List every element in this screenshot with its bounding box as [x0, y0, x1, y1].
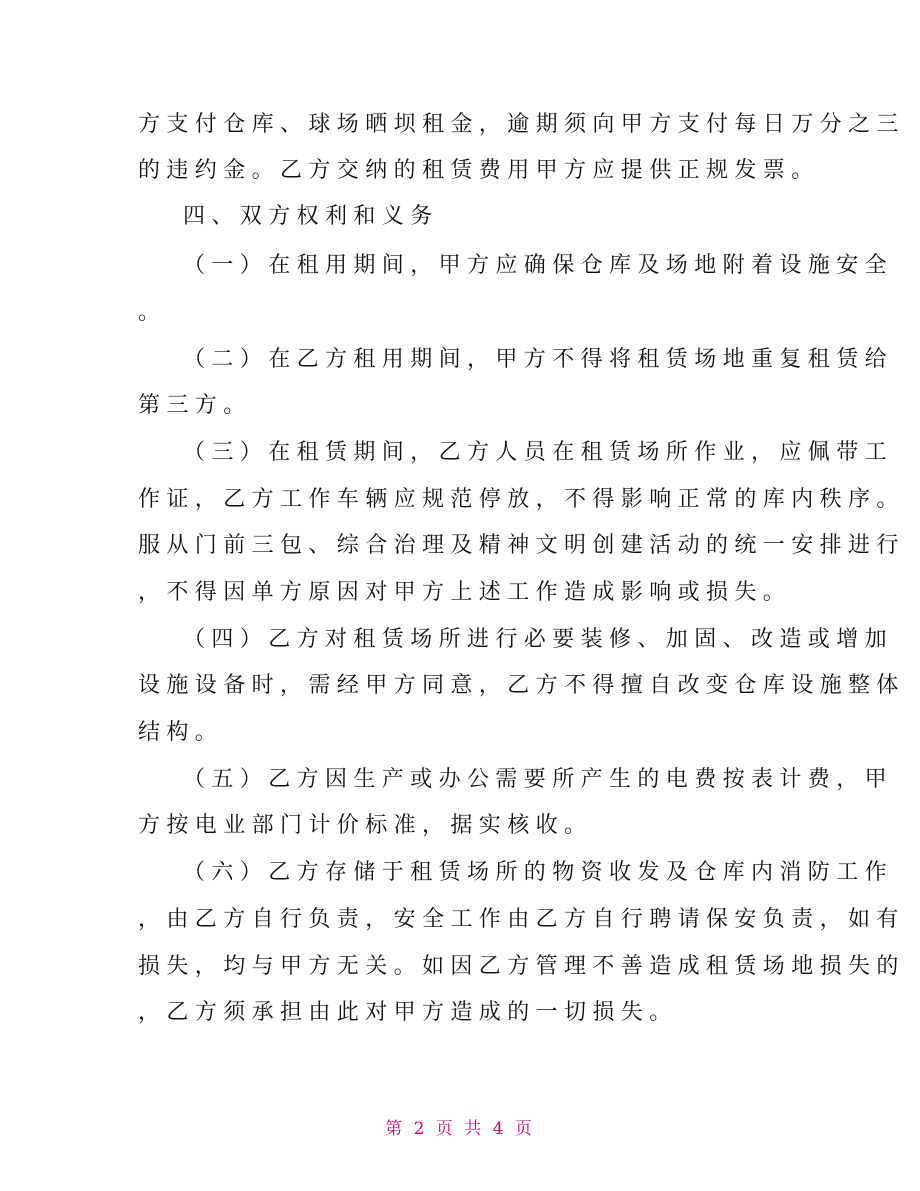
text-line: 第三方。 — [138, 393, 252, 418]
text-line: 服从门前三包、综合治理及精神文明创建活动的统一安排进行 — [138, 533, 905, 558]
section-heading: 四、双方权利和义务 — [183, 204, 439, 229]
text-line: 作证，乙方工作车辆应规范停放，不得影响正常的库内秩序。 — [138, 487, 905, 512]
text-line: ，由乙方自行负责，安全工作由乙方自行聘请保安负责，如有 — [138, 907, 905, 932]
text-line: 结构。 — [138, 720, 224, 745]
text-line: （三）在租赁期间，乙方人员在租赁场所作业，应佩带工 — [183, 440, 894, 465]
text-line: 。 — [138, 300, 167, 325]
text-line: （二）在乙方租用期间，甲方不得将租赁场地重复租赁给 — [183, 347, 894, 372]
page-number-footer: 第 2 页 共 4 页 — [385, 1119, 535, 1139]
text-line: 方按电业部门计价标准，据实核收。 — [138, 813, 593, 838]
text-line: 损失，均与甲方无关。如因乙方管理不善造成租赁场地损失的 — [138, 954, 905, 979]
text-line: 方支付仓库、球场晒坝租金，逾期须向甲方支付每日万分之三 — [138, 112, 905, 137]
text-line: ，不得因单方原因对甲方上述工作造成影响或损失。 — [138, 580, 792, 605]
text-line: （四）乙方对租赁场所进行必要装修、加固、改造或增加 — [183, 627, 894, 652]
text-line: （一）在租用期间，甲方应确保仓库及场地附着设施安全 — [183, 253, 894, 278]
text-line: （六）乙方存储于租赁场所的物资收发及仓库内消防工作 — [183, 860, 894, 885]
text-line: ，乙方须承担由此对甲方造成的一切损失。 — [138, 1000, 678, 1025]
text-line: （五）乙方因生产或办公需要所产生的电费按表计费，甲 — [183, 767, 894, 792]
text-line: 的违约金。乙方交纳的租赁费用甲方应提供正规发票。 — [138, 158, 820, 183]
text-line: 设施设备时，需经甲方同意，乙方不得擅自改变仓库设施整体 — [138, 673, 905, 698]
